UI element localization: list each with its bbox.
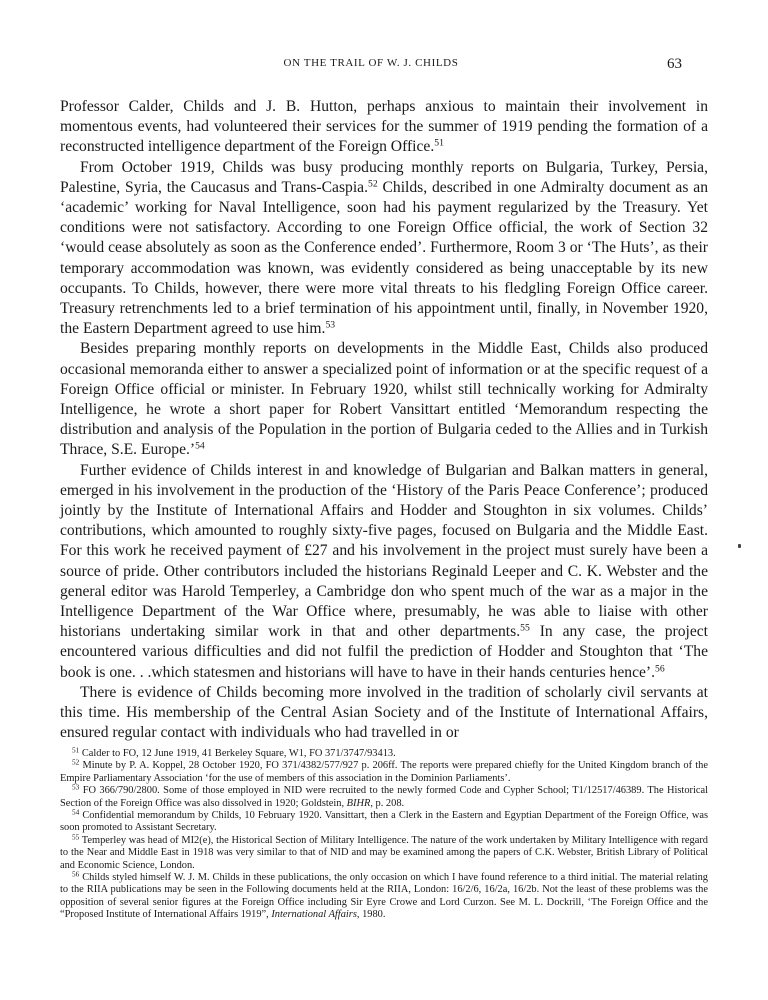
footnote-51	[60, 748, 708, 760]
footnote-number: 51	[72, 746, 80, 755]
footnote-ref[interactable]: 55	[520, 622, 530, 634]
paragraph-4	[60, 461, 708, 683]
paragraph-2	[60, 158, 708, 340]
footnote-italic: International Affairs	[271, 909, 357, 921]
paragraph-5	[60, 683, 708, 744]
footnote-number: 56	[72, 870, 80, 879]
footnote-ref[interactable]: 52	[368, 178, 378, 190]
paragraph-text: Further evidence of Childs interest in and knowledge of Bulgarian and Balkan matters in general, emerged in his involvement in the production of the ‘History of the Paris Peace Conference’; produced jointly by the Institute of International Affairs and Hodder and Stoughton in six volumes. Childs’ contributions, which amounted to roughly sixty-five pages, focused on Bulgaria and the Middle East. For this work he received payment of £27 and his involvement in the project must surely have been a source of pride. Other contributors included the historians Reginald Leeper and C. K. Webster and the general editor was Harold Temperley, a Cambridge don who spent much of the war as a major in the Intelligence Department of the War Office where, presumably, he was able to liaise with other historians undertaking similar work in that and other departments.	[60, 461, 708, 641]
body-text	[60, 97, 708, 744]
footnote-number: 55	[72, 833, 80, 842]
footnote-number: 52	[72, 759, 80, 768]
paragraph-text: From October 1919, Childs was busy producing monthly reports on Bulgaria, Turkey, Persia, Palestine, Syria, the Caucasus and Trans-Caspia.	[60, 158, 708, 196]
footnotes	[60, 748, 708, 922]
footnote-ref[interactable]: 56	[655, 663, 665, 675]
footnote-text: , p. 208.	[370, 797, 405, 809]
footnote-number: 53	[72, 783, 80, 792]
footnote-italic: BIHR	[346, 797, 371, 809]
footnote-55	[60, 835, 708, 872]
footnote-52	[60, 760, 708, 785]
ink-speck	[738, 544, 741, 548]
footnote-ref[interactable]: 53	[325, 319, 336, 331]
footnote-text: FO 366/790/2800. Some of those employed in NID were recruited to the newly formed Code and Cypher School; T1/12517/46389. The Historical Section of the Foreign Office was also dissolved in 1920; Goldstein,	[60, 785, 708, 809]
footnote-text: , 1980.	[356, 909, 386, 921]
footnote-text: Confidential memorandum by Childs, 10 February 1920. Vansittart, then a Clerk in the Eastern and Egyptian Department of the Foreign Office, was soon promoted to Assistant Secretary.	[60, 810, 708, 834]
footnote-text: Minute by P. A. Koppel, 28 October 1920, FO 371/4382/577/927 p. 206ff. The reports were prepared chiefly for the United Kingdom branch of the Empire Parliamentary Association ‘for the use of members of this association in the Dominion Parliaments’.	[60, 760, 708, 784]
footnote-54	[60, 810, 708, 835]
paragraph-text: There is evidence of Childs becoming more involved in the tradition of scholarly civil servants at this time. His membership of the Central Asian Society and of the Institute of International Affairs, ensured regular contact with individuals who had travelled in or	[60, 683, 708, 742]
footnote-text: Calder to FO, 12 June 1919, 41 Berkeley Square, W1, FO 371/3747/93413.	[81, 748, 396, 759]
footnote-ref[interactable]: 51	[434, 138, 444, 150]
running-head	[60, 57, 682, 79]
footnote-56	[60, 872, 708, 922]
footnote-text: Childs styled himself W. J. M. Childs in these publications, the only occasion on which I have found reference to a third initial. The material relating to the RIIA publications may be seen in the Following documents held at the RIIA, London: 16/2/6, 16/2a, 16/2b. Not the least of these problems was the opposition of several senior figures at the Foreign Office including Sir Eyre Crowe and Lord Curzon. See M. L. Dockrill, ‘The Foreign Office and the “Proposed Institute of International Affairs 1919”,	[60, 872, 708, 921]
paragraph-text: Childs, described in one Admiralty document as an ‘academic’ working for Naval Intelligence, soon had his payment regularized by the Treasury. Yet conditions were not satisfactory. According to one Foreign Office official, the work of Section 32 ‘would cease absolutely as soon as the Conference ended’. Furthermore, Room 3 or ‘The Huts’, as their temporary accommodation was known, was evidently considered as being unacceptable by its new occupants. To Childs, however, there were more vital threats to his fledgling Foreign Office career. Treasury retrenchments led to a brief termination of his appointment until, finally, in November 1920, the Eastern Department agreed to use him.	[60, 178, 708, 338]
footnote-53	[60, 785, 708, 810]
page-number: 63	[667, 56, 682, 72]
paragraph-text: Professor Calder, Childs and J. B. Hutton, perhaps anxious to maintain their involvement in momentous events, had volunteered their services for the summer of 1919 pending the formation of a reconstructed intelligence department of the Foreign Office.	[60, 98, 708, 156]
footnote-ref[interactable]: 54	[195, 441, 205, 453]
paragraph-3	[60, 339, 708, 460]
paragraph-text: Besides preparing monthly reports on developments in the Middle East, Childs also produced occasional memoranda either to answer a specialized point of information or at the specific request of a Foreign Office official or minister. In February 1920, whilst still technically working for Admiralty Intelligence, he wrote a short paper for Robert Vansittart entitled ‘Memorandum respecting the distribution and analysis of the Population in the portion of Bulgaria ceded to the Allies and in Turkish Thrace, S.E. Europe.’	[60, 340, 708, 459]
footnote-number: 54	[72, 808, 80, 817]
paragraph-1	[60, 97, 708, 158]
paragraph-text: In any case, the project encountered various difficulties and did not fulfil the prediction of Hodder and Stoughton that ‘The book is one. . .which statesmen and historians will have to have in their hands centuries hence’.	[60, 623, 709, 681]
footnote-text: Temperley was head of MI2(e), the Historical Section of Military Intelligence. The nature of the work undertaken by Military Intelligence with regard to the Near and Middle East in 1918 was very similar to that of NID and may be examined among the papers of C.K. Webster, British Library of Political and Economic Science, London.	[60, 834, 708, 871]
running-title: ON THE TRAIL OF W. J. CHILDS	[283, 57, 459, 69]
